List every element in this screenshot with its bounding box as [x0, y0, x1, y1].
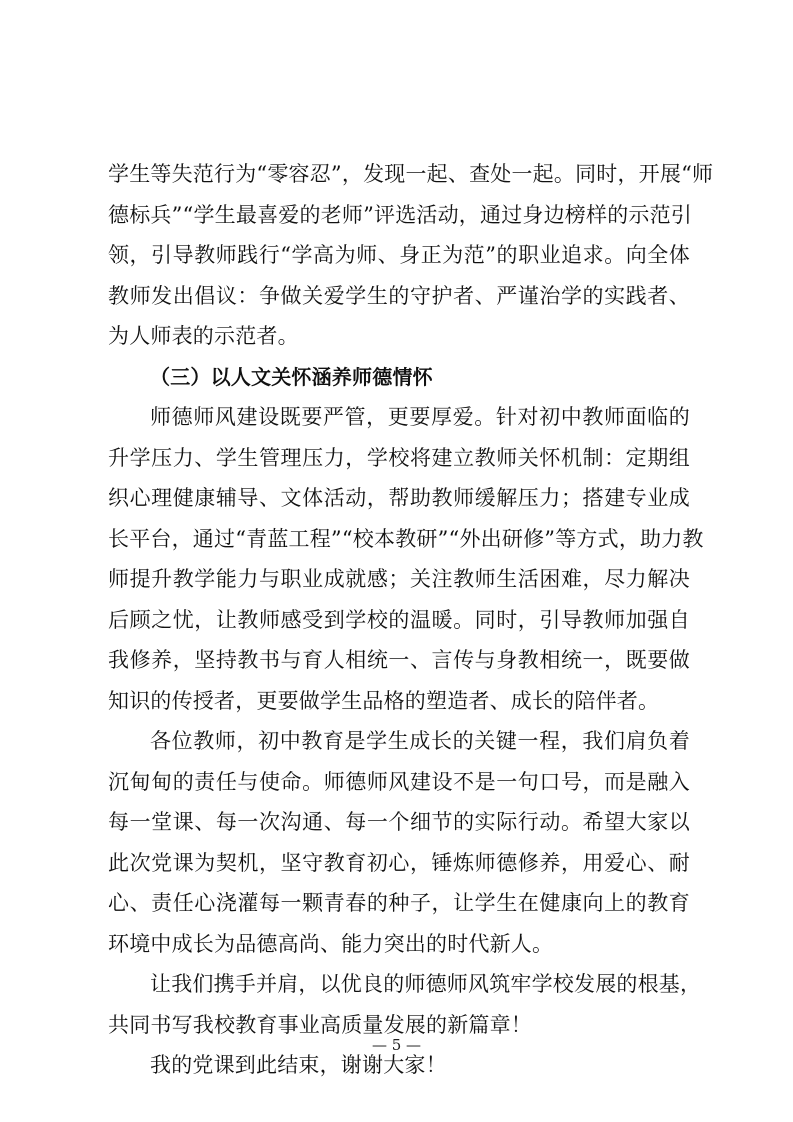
text-line: 为人师表的示范者。	[108, 324, 299, 348]
text-line: 让我们携手并肩，以优良的师德师风筑牢学校发展的根基，	[150, 972, 702, 996]
text-line: 师提升教学能力与职业成就感；关注教师生活困难，尽力解决	[108, 567, 690, 591]
text-line: 领，引导教师践行“学高为师、身正为范”的职业追求。向全体	[108, 243, 690, 267]
text-line: 长平台，通过“青蓝工程”“校本教研”“外出研修”等方式，助力教	[108, 526, 704, 551]
section-heading	[108, 357, 690, 398]
section-heading-text: （三）以人文关怀涵养师德情怀	[150, 364, 433, 389]
text-line: 此次党课为契机，坚守教育初心，锤炼师德修养，用爱心、耐	[108, 850, 690, 875]
text-line: 沉甸甸的责任与使命。师德师风建设不是一句口号，而是融入	[108, 769, 690, 794]
text-line: 升学压力、学生管理压力，学校将建立教师关怀机制：定期组	[108, 445, 690, 470]
paragraph-address	[108, 721, 690, 964]
paragraph-continued	[108, 154, 714, 357]
text-line: 师德师风建设既要严管，更要厚爱。针对初中教师面临的	[150, 405, 690, 429]
text-line: 织心理健康辅导、文体活动，帮助教师缓解压力；搭建专业成	[108, 486, 690, 510]
text-line: 后顾之忧，让教师感受到学校的温暖。同时，引导教师加强自	[108, 607, 690, 632]
text-line: 德标兵”“学生最喜爱的老师”评选活动，通过身边榜样的示范引	[108, 202, 693, 227]
text-line: 环境中成长为品德高尚、能力突出的时代新人。	[108, 931, 554, 956]
text-line: 学生等失范行为“零容忍”，发现一起、查处一起。同时，开展“师	[108, 162, 714, 186]
text-line: 共同书写我校教育事业高质量发展的新篇章！	[108, 1012, 532, 1037]
text-line: 我修养，坚持教书与育人相统一、言传与身教相统一，既要做	[108, 648, 690, 672]
text-line: 各位教师，初中教育是学生成长的关键一程，我们肩负着	[150, 729, 690, 753]
text-line: 教师发出倡议：争做关爱学生的守护者、严谨治学的实践者、	[108, 283, 690, 308]
text-line: 知识的传授者，更要做学生品格的塑造者、成长的陪伴者。	[108, 688, 660, 713]
paragraph-call	[108, 964, 702, 1045]
paragraph-care	[108, 397, 704, 721]
page-number: — 5 —	[371, 1036, 422, 1054]
text-line: 每一堂课、每一次沟通、每一个细节的实际行动。希望大家以	[108, 810, 690, 834]
text-line: 心、责任心浇灌每一颗青春的种子，让学生在健康向上的教育	[108, 891, 690, 915]
text-line: 我的党课到此结束，谢谢大家！	[150, 1053, 447, 1077]
document-body	[108, 154, 714, 1086]
